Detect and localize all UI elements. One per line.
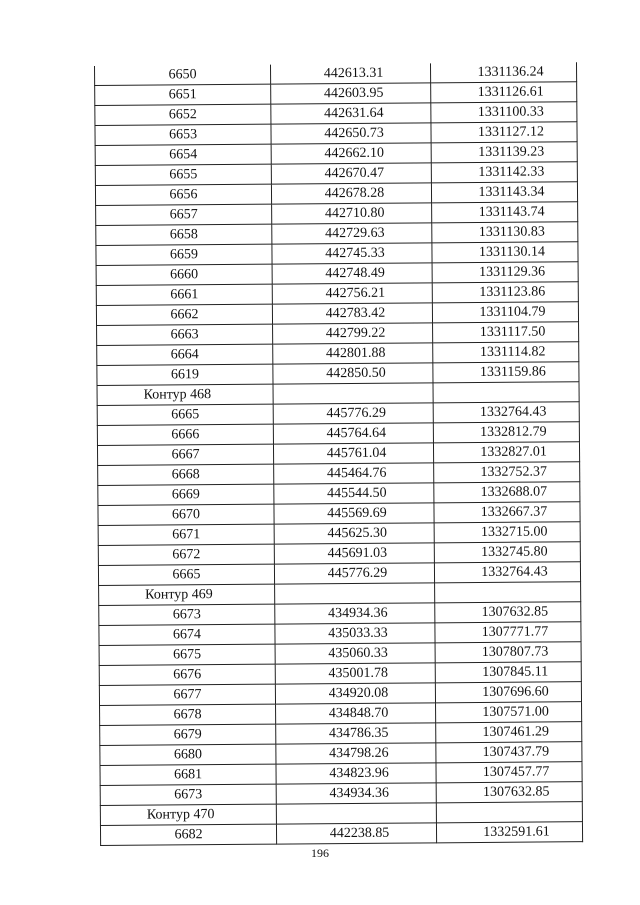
y-coordinate-cell: 1332764.43 (434, 562, 580, 583)
y-coordinate-cell: 1331130.14 (432, 242, 578, 263)
point-number-cell: 6666 (97, 424, 273, 445)
y-coordinate-cell: 1331142.33 (431, 162, 577, 183)
point-number-cell: 6681 (100, 764, 276, 785)
page-number: 196 (311, 846, 329, 860)
y-coordinate-cell: 1332715.00 (434, 522, 580, 543)
x-coordinate-cell: 442603.95 (271, 83, 431, 104)
y-coordinate-cell: 1331130.83 (432, 222, 578, 243)
x-coordinate-cell: 434934.36 (276, 783, 436, 804)
point-number-cell: 6667 (97, 444, 273, 465)
y-coordinate-cell: 1307437.79 (436, 742, 582, 763)
y-coordinate-cell: 1307845.11 (435, 662, 581, 683)
x-coordinate-cell: 435001.78 (275, 663, 435, 684)
x-coordinate-cell: 442710.80 (272, 203, 432, 224)
point-number-cell: 6657 (96, 204, 272, 225)
x-coordinate-cell: 442729.63 (272, 223, 432, 244)
y-coordinate-cell: 1332745.80 (434, 542, 580, 563)
y-coordinate-cell: 1331127.12 (431, 122, 577, 143)
x-coordinate-cell: 442631.64 (271, 103, 431, 124)
y-coordinate-cell: 1331143.34 (431, 182, 577, 203)
x-coordinate-cell: 445691.03 (274, 543, 434, 564)
y-coordinate-cell: 1331104.79 (432, 302, 578, 323)
x-coordinate-cell: 434934.36 (275, 603, 435, 624)
x-coordinate-cell: 445569.69 (274, 503, 434, 524)
y-coordinate-cell: 1332667.37 (434, 502, 580, 523)
point-number-cell: 6670 (98, 504, 274, 525)
point-number-cell: 6660 (96, 264, 272, 285)
x-coordinate-cell: 434848.70 (276, 703, 436, 724)
y-coordinate-cell: 1307632.85 (436, 782, 582, 803)
y-coordinate-cell: 1331143.74 (432, 202, 578, 223)
x-coordinate-cell: 434798.26 (276, 743, 436, 764)
y-coordinate-cell: 1331129.36 (432, 262, 578, 283)
point-number-cell: 6678 (100, 704, 276, 725)
point-number-cell: 6665 (97, 404, 273, 425)
y-coordinate-cell: 1332812.79 (433, 422, 579, 443)
y-coordinate-cell: 1331159.86 (433, 362, 579, 383)
point-number-cell: 6662 (96, 304, 272, 325)
x-coordinate-cell: 435033.33 (275, 623, 435, 644)
x-coordinate-cell: 445464.76 (274, 463, 434, 484)
x-coordinate-cell: 434920.08 (275, 683, 435, 704)
point-number-cell: 6669 (98, 484, 274, 505)
y-coordinate-cell: 1307696.60 (435, 682, 581, 703)
y-coordinate-cell: 1331126.61 (431, 82, 577, 103)
y-coordinate-cell (436, 802, 582, 823)
coordinates-table-body (94, 62, 582, 845)
point-number-cell: 6665 (98, 564, 274, 585)
point-number-cell: 6676 (99, 664, 275, 685)
x-coordinate-cell: 445544.50 (274, 483, 434, 504)
point-number-cell: 6650 (94, 65, 270, 86)
y-coordinate-cell: 1307771.77 (435, 622, 581, 643)
point-number-cell: 6651 (95, 84, 271, 105)
point-number-cell: 6652 (95, 104, 271, 125)
point-number-cell: 6672 (98, 544, 274, 565)
point-number-cell: 6658 (96, 224, 272, 245)
contour-label-cell: Контур 469 (99, 584, 275, 605)
y-coordinate-cell: 1332688.07 (434, 482, 580, 503)
x-coordinate-cell: 442678.28 (271, 183, 431, 204)
x-coordinate-cell (275, 583, 435, 604)
x-coordinate-cell (276, 803, 436, 824)
point-number-cell: 6673 (100, 784, 276, 805)
y-coordinate-cell: 1331100.33 (431, 102, 577, 123)
y-coordinate-cell (435, 582, 581, 603)
y-coordinate-cell: 1332827.01 (433, 442, 579, 463)
x-coordinate-cell: 442662.10 (271, 143, 431, 164)
x-coordinate-cell: 442850.50 (273, 363, 433, 384)
y-coordinate-cell: 1332752.37 (434, 462, 580, 483)
y-coordinate-cell: 1307457.77 (436, 762, 582, 783)
point-number-cell: 6673 (99, 604, 275, 625)
x-coordinate-cell: 442756.21 (272, 283, 432, 304)
y-coordinate-cell: 1331114.82 (433, 342, 579, 363)
point-number-cell: 6671 (98, 524, 274, 545)
point-number-cell: 6675 (99, 644, 275, 665)
coordinates-table (94, 62, 583, 846)
x-coordinate-cell (273, 383, 433, 404)
x-coordinate-cell: 442783.42 (272, 303, 432, 324)
x-coordinate-cell: 445761.04 (273, 443, 433, 464)
x-coordinate-cell: 442613.31 (270, 63, 430, 84)
y-coordinate-cell: 1307461.29 (436, 722, 582, 743)
x-coordinate-cell: 445625.30 (274, 523, 434, 544)
x-coordinate-cell: 445776.29 (273, 403, 433, 424)
point-number-cell: 6663 (97, 324, 273, 345)
y-coordinate-cell: 1307632.85 (435, 602, 581, 623)
point-number-cell: 6674 (99, 624, 275, 645)
point-number-cell: 6668 (98, 464, 274, 485)
point-number-cell: 6659 (96, 244, 272, 265)
table-row (100, 822, 582, 846)
x-coordinate-cell: 442650.73 (271, 123, 431, 144)
point-number-cell: 6679 (100, 724, 276, 745)
x-coordinate-cell: 442670.47 (271, 163, 431, 184)
contour-label-cell: Контур 470 (100, 804, 276, 825)
y-coordinate-cell: 1307571.00 (436, 702, 582, 723)
x-coordinate-cell: 445764.64 (273, 423, 433, 444)
y-coordinate-cell: 1331123.86 (432, 282, 578, 303)
y-coordinate-cell: 1331136.24 (430, 62, 576, 83)
point-number-cell: 6677 (99, 684, 275, 705)
point-number-cell: 6619 (97, 364, 273, 385)
y-coordinate-cell: 1307807.73 (435, 642, 581, 663)
point-number-cell: 6680 (100, 744, 276, 765)
y-coordinate-cell: 1332764.43 (433, 402, 579, 423)
x-coordinate-cell: 435060.33 (275, 643, 435, 664)
point-number-cell: 6653 (95, 124, 271, 145)
point-number-cell: 6654 (95, 144, 271, 165)
point-number-cell: 6655 (95, 164, 271, 185)
x-coordinate-cell: 445776.29 (274, 563, 434, 584)
contour-label-cell: Контур 468 (97, 384, 273, 405)
x-coordinate-cell: 434786.35 (276, 723, 436, 744)
point-number-cell: 6656 (95, 184, 271, 205)
y-coordinate-cell: 1332591.61 (436, 822, 582, 843)
y-coordinate-cell: 1331117.50 (433, 322, 579, 343)
point-number-cell: 6664 (97, 344, 273, 365)
x-coordinate-cell: 434823.96 (276, 763, 436, 784)
point-number-cell: 6682 (100, 824, 276, 845)
y-coordinate-cell: 1331139.23 (431, 142, 577, 163)
y-coordinate-cell (433, 382, 579, 403)
x-coordinate-cell: 442801.88 (273, 343, 433, 364)
x-coordinate-cell: 442799.22 (273, 323, 433, 344)
point-number-cell: 6661 (96, 284, 272, 305)
x-coordinate-cell: 442745.33 (272, 243, 432, 264)
x-coordinate-cell: 442748.49 (272, 263, 432, 284)
x-coordinate-cell: 442238.85 (276, 823, 436, 844)
